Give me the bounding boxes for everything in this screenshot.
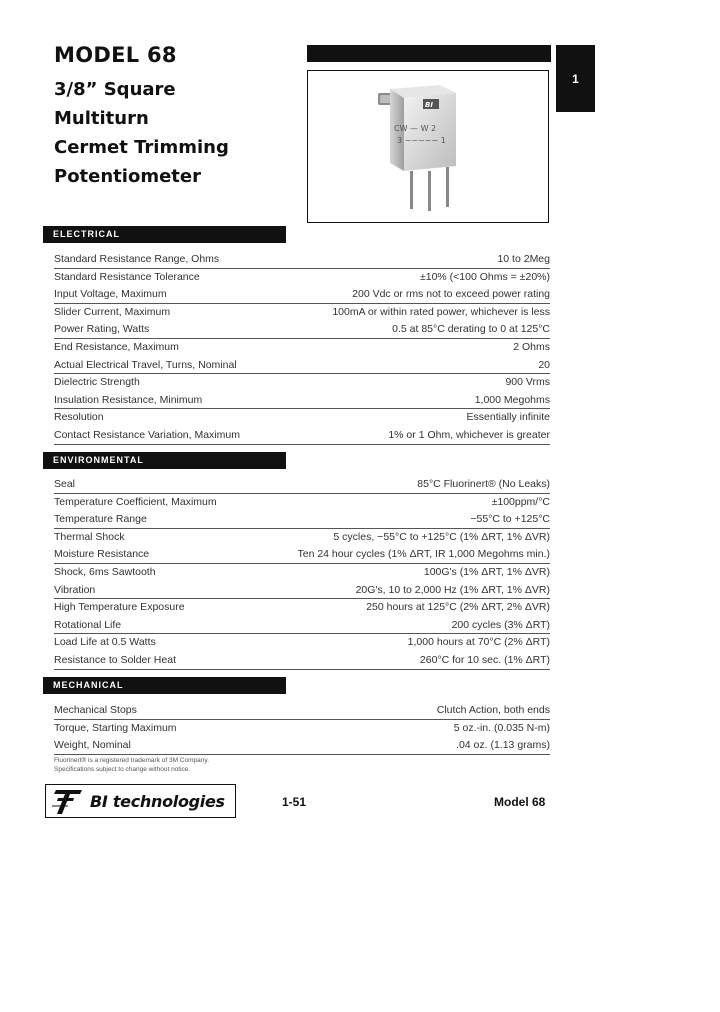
spec-value: 250 hours at 125°C (2% ΔRT, 2% ΔVR) [366, 601, 550, 614]
spec-row [54, 409, 550, 427]
spec-value: ±100ppm/°C [491, 495, 550, 508]
spec-label: Thermal Shock [54, 530, 125, 543]
spec-label: Seal [54, 478, 76, 490]
spec-label: Moisture Resistance [54, 548, 150, 561]
spec-value: 1% or 1 Ohm, whichever is greater [388, 428, 550, 441]
spec-label: High Temperature Exposure [54, 601, 185, 614]
spec-label: Temperature Coefficient, Maximum [54, 495, 217, 508]
spec-row [54, 702, 550, 720]
title-line-4: Potentiometer [54, 166, 201, 187]
spec-label: Slider Current, Maximum [54, 305, 171, 318]
title-line-2: Multiturn [54, 108, 149, 129]
spec-value: Ten 24 hour cycles (1% ΔRT, IR 1,000 Megohms min.) [297, 548, 550, 561]
spec-row [54, 511, 550, 529]
tab-number: 1 [572, 71, 579, 86]
spec-row [54, 321, 550, 339]
spec-row [54, 392, 550, 410]
spec-label: Resistance to Solder Heat [54, 653, 176, 666]
spec-row [54, 737, 550, 755]
spec-row [54, 582, 550, 600]
spec-row [54, 476, 550, 494]
spec-label: Rotational Life [54, 618, 122, 631]
spec-row [54, 427, 550, 445]
title-line-3: Cermet Trimming [54, 137, 229, 158]
model-title: MODEL 68 [54, 43, 177, 67]
footnote-line-1: Fluorinert® is a registered trademark of 3M Company. [54, 757, 209, 764]
spec-value: −55°C to +125°C [470, 513, 550, 526]
spec-value: 1,000 hours at 70°C (2% ΔRT) [407, 636, 550, 649]
potentiometer-illustration [308, 71, 548, 222]
spec-row [54, 599, 550, 617]
electrical-table [54, 251, 550, 445]
spec-row [54, 529, 550, 547]
spec-row [54, 634, 550, 652]
bi-logo-icon [50, 786, 84, 816]
spec-row [54, 494, 550, 512]
spec-value: 200 cycles (3% ΔRT) [451, 618, 550, 631]
footer-model: Model 68 [494, 795, 546, 809]
svg-text:CW — W 2: CW — W 2 [394, 124, 437, 133]
spec-value: 10 to 2Meg [497, 253, 550, 265]
spec-row [54, 304, 550, 322]
spec-value: Clutch Action, both ends [436, 704, 550, 716]
spec-label: Standard Resistance Range, Ohms [54, 253, 220, 265]
footnote [54, 756, 209, 774]
spec-row [54, 286, 550, 304]
spec-label: End Resistance, Maximum [54, 340, 179, 353]
spec-label: Load Life at 0.5 Watts [54, 636, 156, 649]
spec-label: Weight, Nominal [54, 739, 131, 752]
svg-text:3 ~~~~~ 1: 3 ~~~~~ 1 [397, 136, 446, 145]
spec-row [54, 357, 550, 375]
spec-label: Shock, 6ms Sawtooth [54, 565, 156, 578]
spec-row [54, 269, 550, 287]
spec-label: Temperature Range [54, 513, 147, 526]
spec-value: 900 Vrms [505, 376, 550, 389]
spec-label: Mechanical Stops [54, 704, 137, 716]
spec-value: 85°C Fluorinert® (No Leaks) [417, 478, 550, 490]
spec-row [54, 251, 550, 269]
environmental-table [54, 476, 550, 670]
spec-value: 200 Vdc or rms not to exceed power rating [352, 288, 550, 301]
spec-value: Essentially infinite [466, 411, 550, 424]
spec-row [54, 617, 550, 635]
spec-value: ±10% (<100 Ohms = ±20%) [419, 270, 550, 283]
footnote-line-2: Specifications subject to change without notice. [54, 766, 191, 773]
mechanical-header: MECHANICAL [43, 677, 286, 694]
spec-label: Dielectric Strength [54, 376, 140, 389]
electrical-header: ELECTRICAL [43, 226, 286, 243]
spec-value: 20G's, 10 to 2,000 Hz (1% ΔRT, 1% ΔVR) [355, 583, 550, 596]
spec-value: 100G's (1% ΔRT, 1% ΔVR) [423, 565, 550, 578]
spec-value: 20 [538, 358, 550, 371]
spec-value: 1,000 Megohms [474, 393, 550, 406]
company-logo [45, 784, 236, 818]
spec-row [54, 546, 550, 564]
spec-label: Input Voltage, Maximum [54, 288, 167, 301]
spec-label: Power Rating, Watts [54, 323, 150, 336]
environmental-header: ENVIRONMENTAL [43, 452, 286, 469]
spec-value: .04 oz. (1.13 grams) [456, 739, 550, 752]
section-tab [556, 45, 595, 112]
spec-label: Contact Resistance Variation, Maximum [54, 428, 240, 441]
title-block [54, 42, 229, 191]
page-number: 1-51 [282, 795, 307, 809]
spec-value: 0.5 at 85°C derating to 0 at 125°C [392, 323, 550, 336]
spec-label: Resolution [54, 411, 104, 424]
spec-row [54, 564, 550, 582]
spec-value: 260°C for 10 sec. (1% ΔRT) [419, 653, 550, 666]
photo-header-bar [307, 45, 551, 62]
spec-value: 5 cycles, −55°C to +125°C (1% ΔRT, 1% ΔVR) [333, 530, 550, 543]
svg-text:BI: BI [425, 101, 433, 109]
logo-text: BI technologies [90, 791, 225, 811]
product-photo [307, 70, 549, 223]
spec-label: Insulation Resistance, Minimum [54, 393, 203, 406]
spec-label: Torque, Starting Maximum [54, 721, 177, 734]
mechanical-table [54, 702, 550, 755]
spec-row [54, 374, 550, 392]
spec-row [54, 720, 550, 738]
spec-value: 100mA or within rated power, whichever is less [332, 305, 550, 318]
spec-row [54, 652, 550, 670]
spec-label: Standard Resistance Tolerance [54, 270, 200, 283]
title-line-1: 3/8” Square [54, 79, 176, 100]
spec-value: 5 oz.-in. (0.035 N-m) [453, 721, 550, 734]
spec-value: 2 Ohms [513, 340, 550, 353]
spec-row [54, 339, 550, 357]
spec-label: Actual Electrical Travel, Turns, Nominal [54, 358, 237, 371]
spec-label: Vibration [54, 583, 96, 596]
